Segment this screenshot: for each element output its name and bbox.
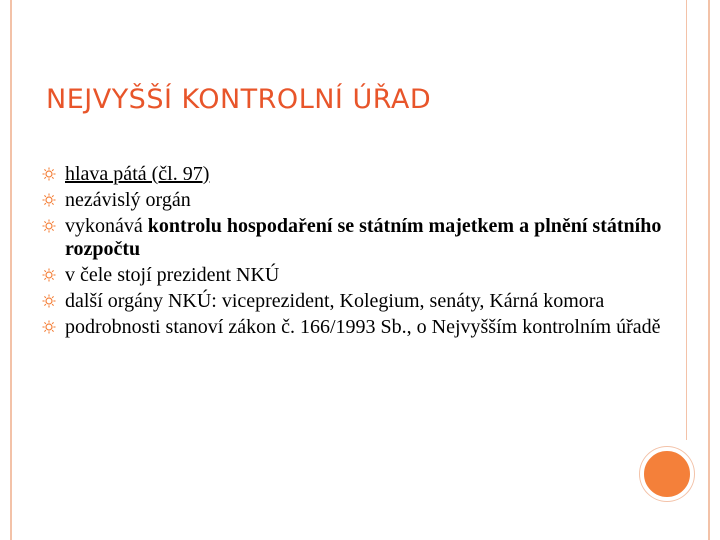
bullet-item [40, 264, 670, 287]
bullet-text: vykonává [65, 215, 148, 237]
bullet-text: v čele stojí prezident NKÚ [65, 263, 280, 286]
decorative-line [686, 0, 687, 440]
sun-icon [42, 193, 56, 207]
bullet-item [40, 290, 670, 313]
bullet-item [40, 163, 670, 186]
bullet-text: nezávislý orgán [65, 189, 191, 211]
sun-icon [42, 294, 56, 308]
bullet-item [40, 215, 670, 260]
bullet-item [40, 189, 670, 212]
bullet-text: hlava pátá (čl. 97) [65, 163, 210, 185]
decorative-circle [640, 447, 694, 501]
bullet-text: podrobnosti stanoví zákon č. 166/1993 Sb., o Nejvyšším kontrolním úřadě [65, 315, 661, 338]
sun-icon [42, 268, 56, 282]
sun-icon [42, 320, 56, 334]
sun-icon [42, 219, 56, 233]
slide-title: NEJVYŠŠÍ KONTROLNÍ ÚŘAD [46, 84, 432, 115]
bullet-text: další orgány NKÚ: viceprezident, Kolegium, senáty, Kárná komora [65, 289, 605, 312]
bullet-list [40, 163, 670, 342]
bullet-bold-text: kontrolu hospodaření se státním majetkem a plnění státního rozpočtu [65, 215, 662, 260]
bullet-item [40, 316, 670, 339]
sun-icon [42, 167, 56, 181]
